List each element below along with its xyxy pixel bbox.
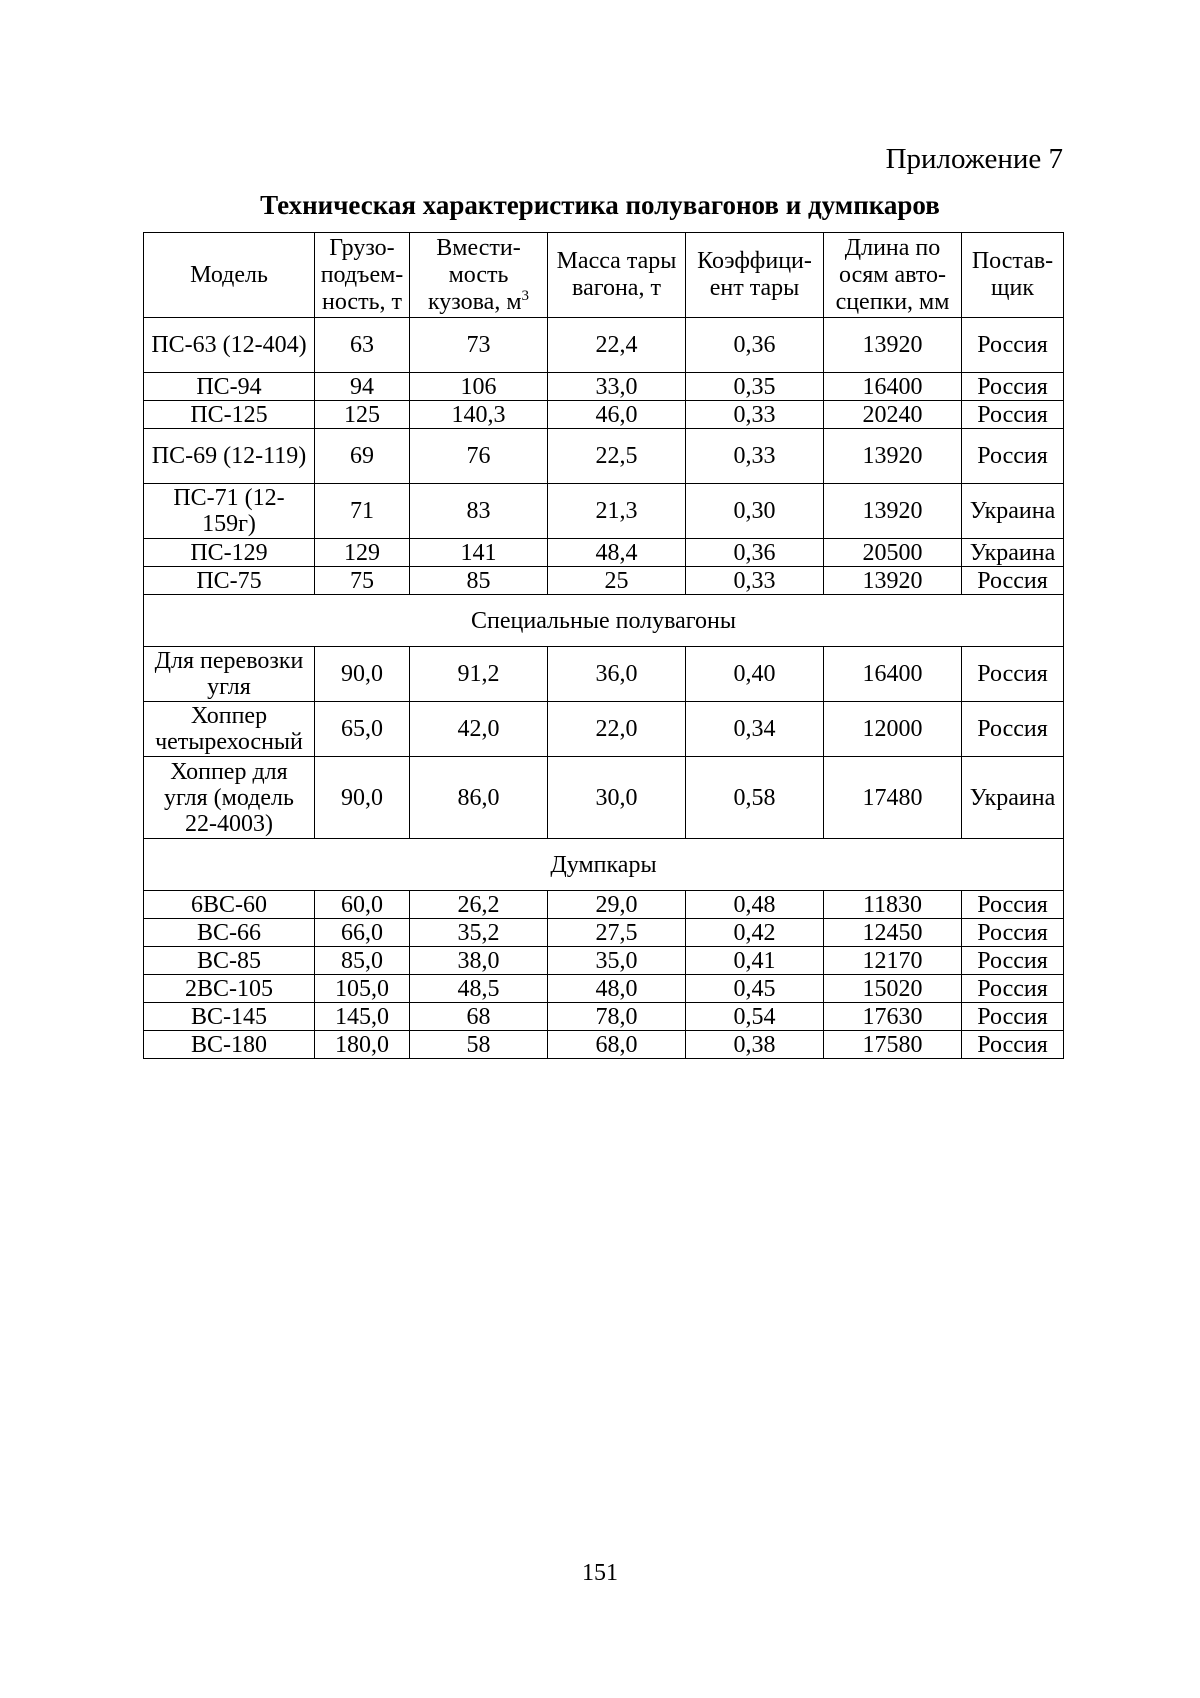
cell-volume: 83 (410, 484, 548, 539)
cell-supplier: Россия (962, 401, 1064, 429)
cell-volume: 26,2 (410, 891, 548, 919)
cell-tare: 48,4 (548, 539, 686, 567)
cell-coef: 0,48 (686, 891, 824, 919)
cell-model: Для перевозки угля (144, 647, 315, 702)
cell-length: 12170 (824, 947, 962, 975)
cell-volume: 68 (410, 1003, 548, 1031)
cell-length: 20240 (824, 401, 962, 429)
cell-tare: 48,0 (548, 975, 686, 1003)
cell-length: 17480 (824, 757, 962, 839)
section-row (144, 595, 1064, 647)
cell-tare: 78,0 (548, 1003, 686, 1031)
cell-coef: 0,41 (686, 947, 824, 975)
cell-supplier: Россия (962, 373, 1064, 401)
table-row (144, 373, 1064, 401)
cell-model: Хоппер для угля (модель 22-4003) (144, 757, 315, 839)
cell-volume: 42,0 (410, 702, 548, 757)
cell-tare: 30,0 (548, 757, 686, 839)
header-model: Модель (144, 233, 315, 318)
cell-supplier: Россия (962, 318, 1064, 373)
cell-supplier: Россия (962, 1031, 1064, 1059)
section-row (144, 839, 1064, 891)
cell-length: 13920 (824, 429, 962, 484)
cell-capacity: 90,0 (315, 647, 410, 702)
cell-length: 17580 (824, 1031, 962, 1059)
cell-tare: 25 (548, 567, 686, 595)
cell-coef: 0,54 (686, 1003, 824, 1031)
cell-supplier: Россия (962, 975, 1064, 1003)
cell-tare: 21,3 (548, 484, 686, 539)
cell-length: 12450 (824, 919, 962, 947)
cell-coef: 0,33 (686, 429, 824, 484)
cell-length: 16400 (824, 647, 962, 702)
cell-model: 6ВС-60 (144, 891, 315, 919)
header-volume-text: Вмести-мость кузова, м (427, 234, 522, 315)
header-length: Длина по осям авто-сцепки, мм (824, 233, 962, 318)
page-number: 151 (582, 1560, 618, 1586)
cell-volume: 76 (410, 429, 548, 484)
cell-length: 11830 (824, 891, 962, 919)
cell-length: 17630 (824, 1003, 962, 1031)
cell-supplier: Россия (962, 919, 1064, 947)
cell-capacity: 94 (315, 373, 410, 401)
cell-capacity: 66,0 (315, 919, 410, 947)
table-row (144, 947, 1064, 975)
cell-coef: 0,35 (686, 373, 824, 401)
cell-model: ВС-180 (144, 1031, 315, 1059)
cell-coef: 0,38 (686, 1031, 824, 1059)
cell-model: ВС-66 (144, 919, 315, 947)
cell-volume: 48,5 (410, 975, 548, 1003)
cell-capacity: 65,0 (315, 702, 410, 757)
cell-supplier: Россия (962, 947, 1064, 975)
table-row (144, 318, 1064, 373)
table-row (144, 1003, 1064, 1031)
cell-model: ПС-94 (144, 373, 315, 401)
cell-length: 13920 (824, 484, 962, 539)
cell-capacity: 69 (315, 429, 410, 484)
header-row (144, 233, 1064, 318)
table-row (144, 567, 1064, 595)
cell-coef: 0,33 (686, 567, 824, 595)
cell-model: ВС-85 (144, 947, 315, 975)
section-title: Думпкары (144, 839, 1064, 891)
cell-tare: 46,0 (548, 401, 686, 429)
cell-model: ПС-71 (12-159г) (144, 484, 315, 539)
cell-volume: 58 (410, 1031, 548, 1059)
cell-coef: 0,45 (686, 975, 824, 1003)
cell-model: ПС-63 (12-404) (144, 318, 315, 373)
cell-capacity: 145,0 (315, 1003, 410, 1031)
cell-length: 13920 (824, 567, 962, 595)
cell-model: ВС-145 (144, 1003, 315, 1031)
cell-volume: 140,3 (410, 401, 548, 429)
cell-tare: 22,0 (548, 702, 686, 757)
table-row (144, 975, 1064, 1003)
cell-volume: 86,0 (410, 757, 548, 839)
cell-coef: 0,36 (686, 318, 824, 373)
cell-length: 15020 (824, 975, 962, 1003)
cell-capacity: 180,0 (315, 1031, 410, 1059)
cell-length: 16400 (824, 373, 962, 401)
table-row (144, 647, 1064, 702)
cell-volume: 141 (410, 539, 548, 567)
cell-coef: 0,58 (686, 757, 824, 839)
cell-volume: 106 (410, 373, 548, 401)
cell-model: Хоппер четырехосный (144, 702, 315, 757)
cell-coef: 0,40 (686, 647, 824, 702)
cell-tare: 27,5 (548, 919, 686, 947)
cell-tare: 35,0 (548, 947, 686, 975)
cell-supplier: Украина (962, 757, 1064, 839)
cell-tare: 29,0 (548, 891, 686, 919)
cell-volume: 35,2 (410, 919, 548, 947)
cell-coef: 0,34 (686, 702, 824, 757)
cell-capacity: 105,0 (315, 975, 410, 1003)
cell-model: ПС-69 (12-119) (144, 429, 315, 484)
header-supplier: Постав-щик (962, 233, 1064, 318)
header-tare: Масса тары вагона, т (548, 233, 686, 318)
cell-volume: 91,2 (410, 647, 548, 702)
cell-capacity: 129 (315, 539, 410, 567)
cell-supplier: Россия (962, 429, 1064, 484)
cell-model: ПС-129 (144, 539, 315, 567)
cell-coef: 0,36 (686, 539, 824, 567)
cell-tare: 33,0 (548, 373, 686, 401)
cell-supplier: Украина (962, 484, 1064, 539)
section-title: Специальные полувагоны (144, 595, 1064, 647)
cell-capacity: 90,0 (315, 757, 410, 839)
table-row (144, 757, 1064, 839)
cell-coef: 0,33 (686, 401, 824, 429)
table-row (144, 919, 1064, 947)
cell-volume: 38,0 (410, 947, 548, 975)
cell-capacity: 85,0 (315, 947, 410, 975)
table-row (144, 702, 1064, 757)
page-title: Техническая характеристика полувагонов и думпкаров (260, 190, 940, 220)
cell-supplier: Россия (962, 647, 1064, 702)
cell-length: 13920 (824, 318, 962, 373)
cell-tare: 36,0 (548, 647, 686, 702)
cell-coef: 0,42 (686, 919, 824, 947)
table-row (144, 891, 1064, 919)
cell-tare: 22,5 (548, 429, 686, 484)
cell-supplier: Россия (962, 567, 1064, 595)
cell-model: ПС-125 (144, 401, 315, 429)
cell-capacity: 63 (315, 318, 410, 373)
header-capacity: Грузо-подъем-ность, т (315, 233, 410, 318)
cell-volume: 85 (410, 567, 548, 595)
cell-capacity: 71 (315, 484, 410, 539)
table-row (144, 539, 1064, 567)
header-tare-coef: Коэффици-ент тары (686, 233, 824, 318)
cell-capacity: 125 (315, 401, 410, 429)
table-row (144, 401, 1064, 429)
table-row (144, 1031, 1064, 1059)
specs-table (143, 232, 1064, 1059)
cell-supplier: Россия (962, 1003, 1064, 1031)
appendix-label: Приложение 7 (885, 143, 1063, 175)
cell-model: ПС-75 (144, 567, 315, 595)
cell-tare: 68,0 (548, 1031, 686, 1059)
cell-length: 20500 (824, 539, 962, 567)
header-volume (410, 233, 548, 318)
cell-length: 12000 (824, 702, 962, 757)
cell-supplier: Россия (962, 891, 1064, 919)
cell-coef: 0,30 (686, 484, 824, 539)
cell-capacity: 60,0 (315, 891, 410, 919)
cell-volume: 73 (410, 318, 548, 373)
cell-model: 2ВС-105 (144, 975, 315, 1003)
cell-capacity: 75 (315, 567, 410, 595)
table-row (144, 484, 1064, 539)
cell-supplier: Украина (962, 539, 1064, 567)
cell-tare: 22,4 (548, 318, 686, 373)
table-row (144, 429, 1064, 484)
header-volume-sup: 3 (521, 287, 529, 304)
cell-supplier: Россия (962, 702, 1064, 757)
